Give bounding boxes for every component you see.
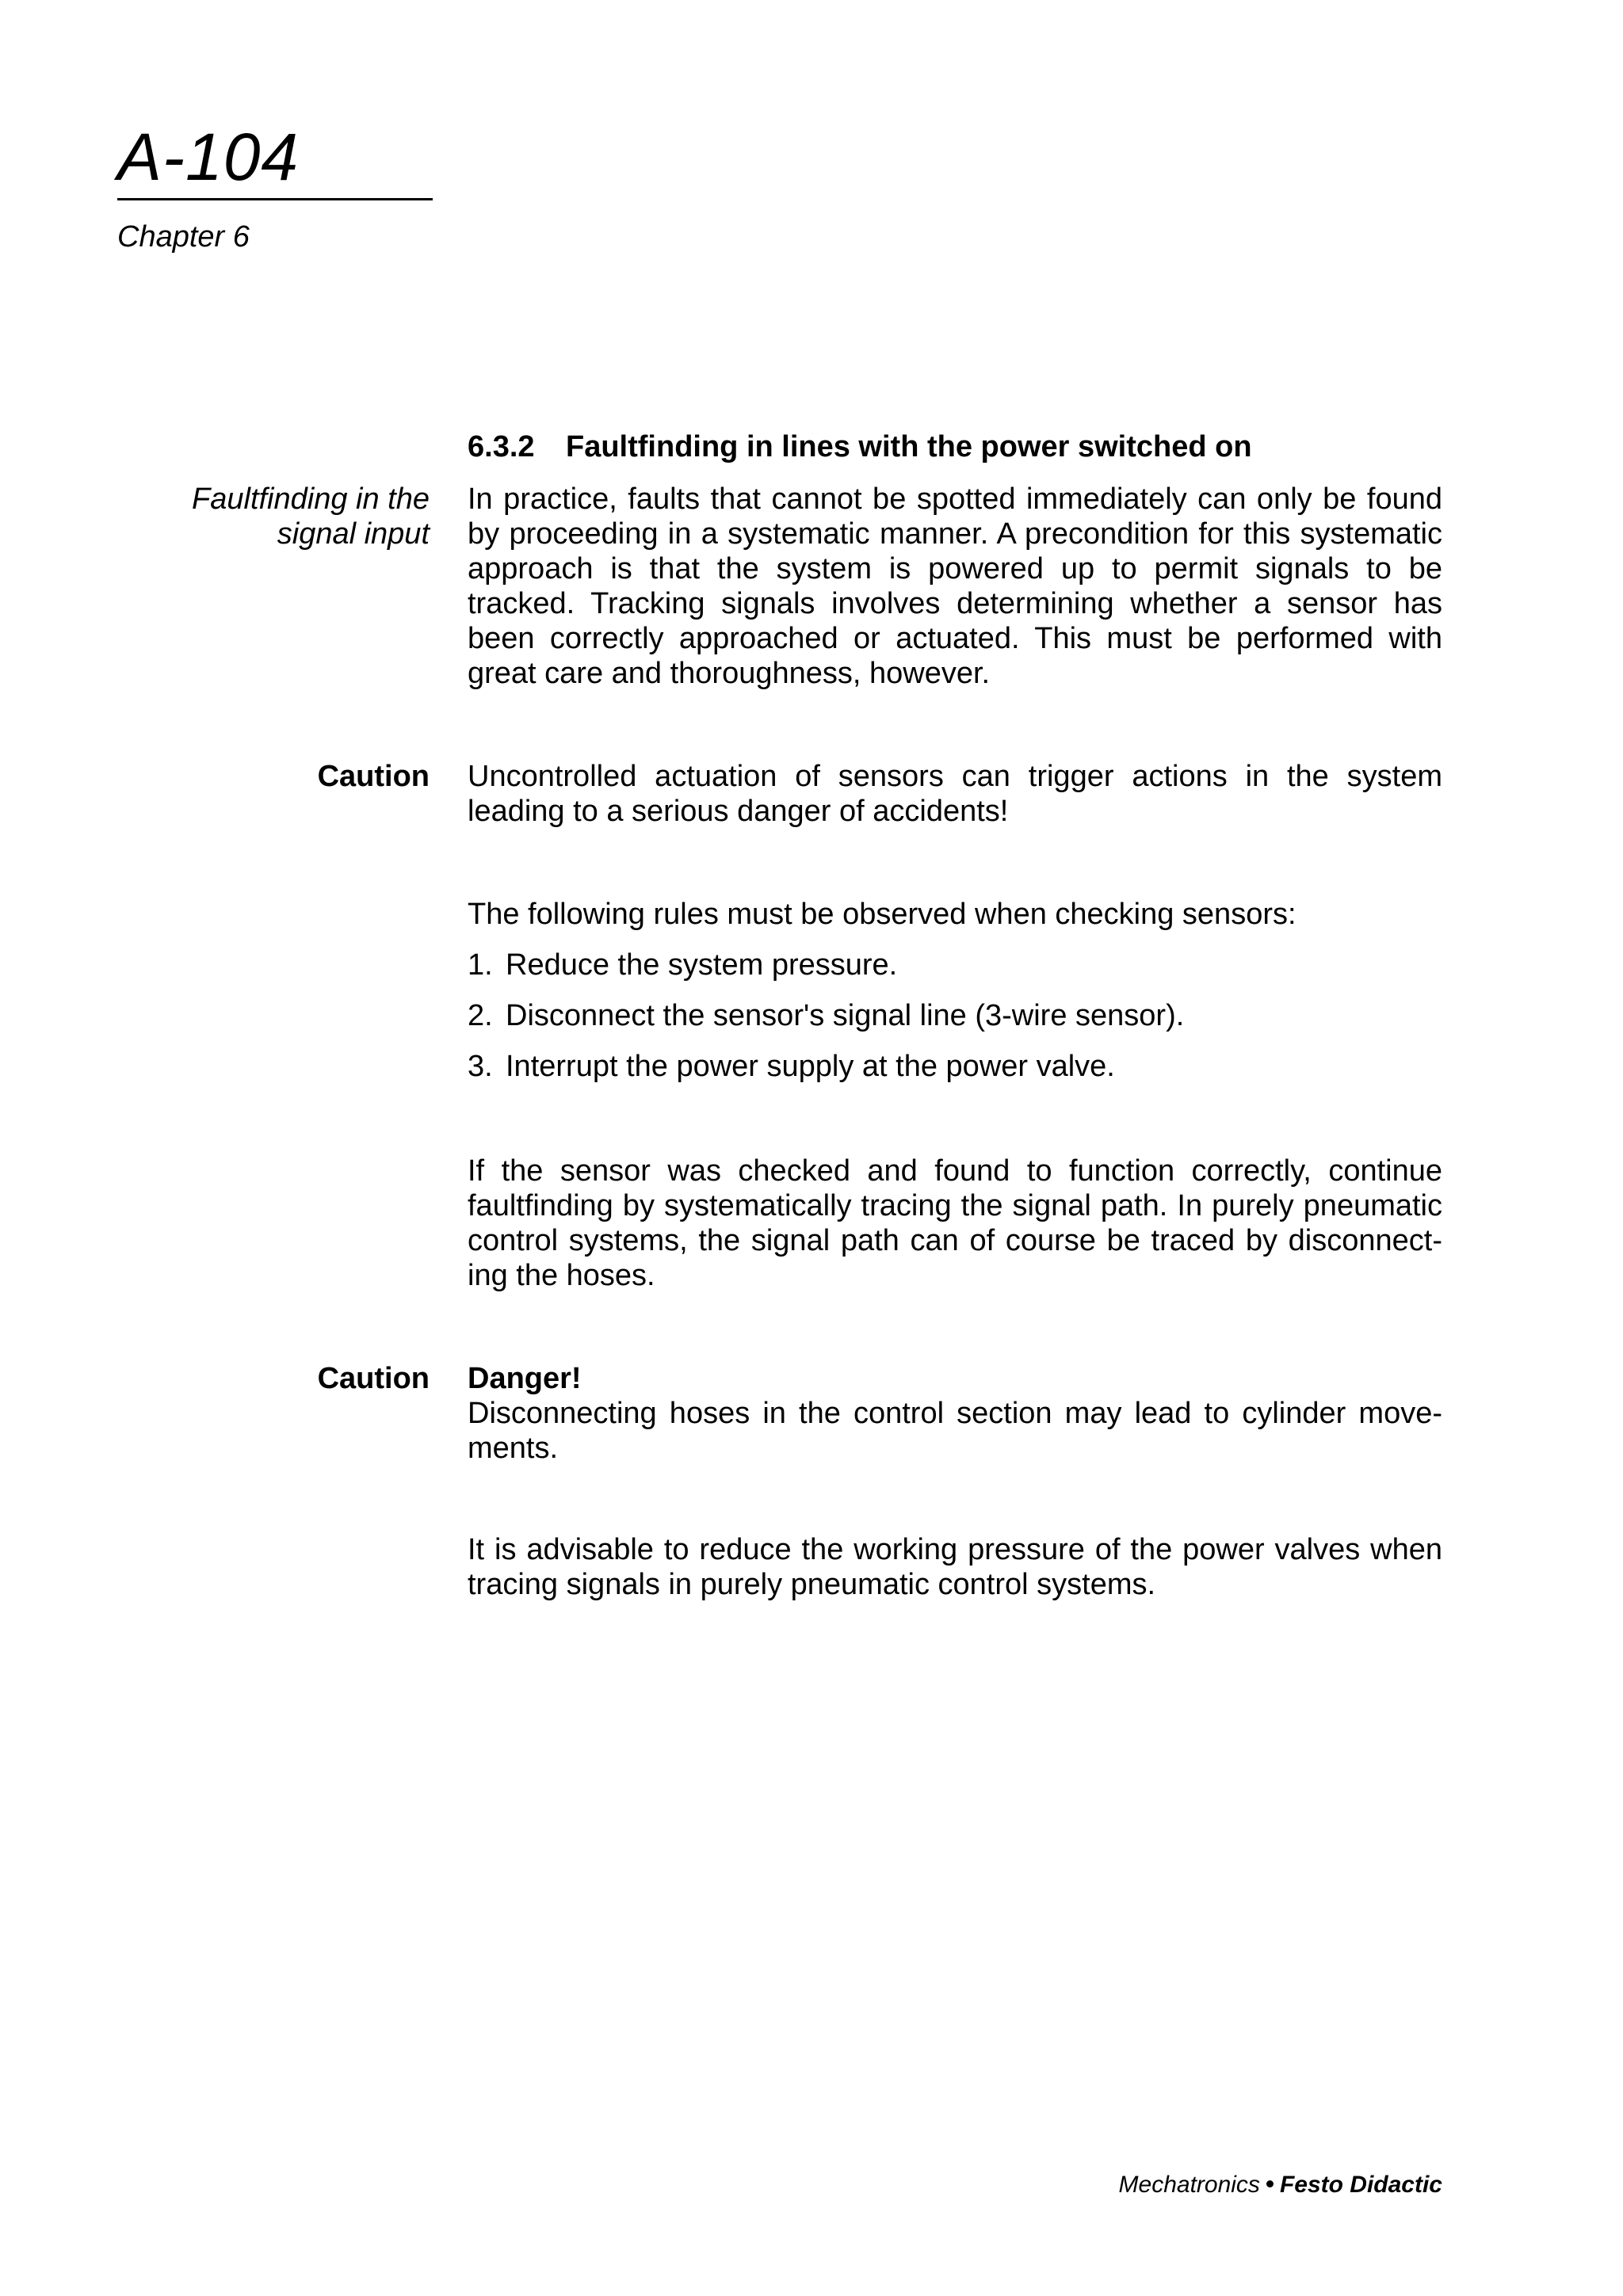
list-item-text: Disconnect the sensor's signal line (3-wire sensor). xyxy=(506,999,1185,1032)
intro-paragraph-block xyxy=(468,482,1442,691)
rules-list xyxy=(468,948,1442,1084)
sensor-checked-block xyxy=(468,1154,1442,1293)
rules-block xyxy=(468,897,1442,1100)
footer-brand: Festo Didactic xyxy=(1279,2172,1442,2198)
list-item-text: Interrupt the power supply at the power valve. xyxy=(506,1050,1115,1083)
list-item xyxy=(468,1049,1442,1084)
page-number: A-104 xyxy=(117,119,433,200)
list-item-index: 3. xyxy=(468,1050,493,1083)
list-item xyxy=(468,998,1442,1033)
margin-note-line: signal input xyxy=(277,517,430,551)
list-item-index: 1. xyxy=(468,948,493,982)
margin-note-line: Faultfinding in the xyxy=(192,482,430,516)
danger-block xyxy=(468,1361,1442,1466)
margin-note-signal-input xyxy=(79,482,430,551)
list-item-text: Reduce the system pressure. xyxy=(506,948,898,982)
advisable-paragraph: It is advisable to reduce the working pressure of the power valves when tracing signals in purely pneumatic control systems. xyxy=(468,1533,1442,1601)
intro-paragraph: In practice, faults that cannot be spotted immediately can only be found by proceeding in a systematic manner. A precondition for this systematic approach is that the system is powered up to permit signals to be tracked. Tracking signals involves determining whether a sensor has been correctly approached or actuated. This must be performed with great care and thoroughness, however. xyxy=(468,482,1442,690)
chapter-label: Chapter 6 xyxy=(117,220,250,254)
advisable-block xyxy=(468,1532,1442,1602)
page-header xyxy=(117,119,433,254)
danger-text: Disconnecting hoses in the control section may lead to cylinder movements. xyxy=(468,1397,1442,1465)
caution-text-block xyxy=(468,759,1442,829)
danger-title: Danger! xyxy=(468,1362,582,1395)
section-heading-block xyxy=(468,429,1442,464)
rules-intro: The following rules must be observed when checking sensors: xyxy=(468,898,1296,931)
section-title: Faultfinding in lines with the power switched on xyxy=(566,430,1252,463)
list-item-index: 2. xyxy=(468,999,493,1032)
section-heading xyxy=(468,429,1442,464)
list-item xyxy=(468,948,1442,982)
caution-text: Uncontrolled actuation of sensors can trigger actions in the system leading to a serious danger of accidents! xyxy=(468,760,1442,828)
caution-label: Caution xyxy=(317,760,430,793)
caution-label: Caution xyxy=(317,1362,430,1395)
footer-title: Mechatronics xyxy=(1118,2172,1260,2198)
bullet-icon xyxy=(1266,2180,1274,2187)
sensor-checked-paragraph: If the sensor was checked and found to function correctly, continue faultfinding by systematically tracing the signal path. In purely pneumatic control systems, the signal path can of course be traced by disconnecting the hoses. xyxy=(468,1154,1442,1292)
page-footer xyxy=(1119,2171,1442,2199)
section-number: 6.3.2 xyxy=(468,430,535,463)
